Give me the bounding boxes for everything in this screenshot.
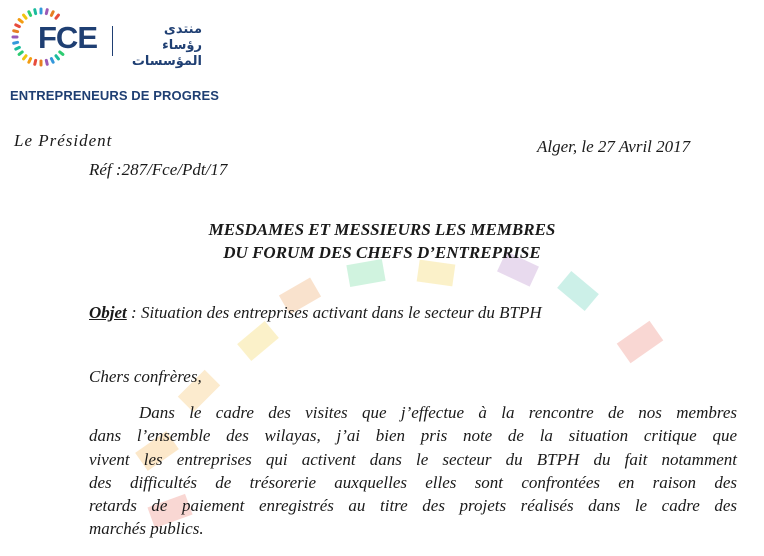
body-line: dans l’ensemble des wilayas, j’ai bien pris note de la situation critique que bbox=[89, 426, 737, 446]
logo-ring-dash bbox=[16, 47, 20, 49]
sender-title: Le Président bbox=[14, 131, 113, 150]
letter-body bbox=[89, 401, 737, 541]
watermark-segment bbox=[417, 260, 456, 287]
logo-ring-dash bbox=[14, 42, 18, 43]
body-line: des difficultés de trésorerie auxquelles elles sont confrontées en raison des bbox=[89, 472, 737, 492]
logo-ring-dash bbox=[35, 60, 36, 64]
arabic-line-1: منتدى رؤساء bbox=[162, 22, 202, 53]
salutation: Chers confrères, bbox=[89, 367, 202, 386]
logo-ring-dash bbox=[46, 60, 47, 64]
subject-line bbox=[89, 303, 542, 323]
logo-ring-dash bbox=[56, 56, 58, 59]
logo-separator bbox=[112, 26, 113, 56]
letter-date: Alger, le 27 Avril 2017 bbox=[537, 137, 691, 156]
arabic-line-2: المؤسسات bbox=[131, 54, 202, 69]
tagline: ENTREPRENEURS DE PROGRES bbox=[10, 88, 219, 103]
fce-logo-text: FCE bbox=[38, 20, 97, 55]
letter-reference: Réf :287/Fce/Pdt/17 bbox=[89, 160, 228, 179]
arabic-logo-text bbox=[122, 22, 202, 70]
logo-ring-dash bbox=[19, 52, 22, 54]
logo-ring-dash bbox=[29, 59, 31, 63]
body-line: Dans le cadre des visites que j’effectue à la rencontre de nos membres bbox=[139, 403, 737, 422]
logo-ring-dash bbox=[24, 56, 26, 59]
body-line: marchés publics. bbox=[89, 519, 204, 539]
logo-ring-dash bbox=[51, 59, 53, 63]
logo-ring-dash bbox=[29, 12, 31, 16]
watermark-segment bbox=[346, 259, 385, 287]
watermark-segment bbox=[557, 271, 599, 311]
logo-ring-dash bbox=[16, 25, 20, 27]
watermark-segment bbox=[237, 321, 279, 361]
subject-label: Objet bbox=[89, 303, 127, 322]
logo-ring-dash bbox=[56, 15, 58, 18]
logo-ring-dash bbox=[46, 10, 47, 14]
body-line: vivent les entreprises qui activent dans le secteur du BTPH du fait notamment bbox=[89, 449, 737, 469]
logo-ring-dash bbox=[24, 15, 26, 18]
logo-ring-dash bbox=[35, 10, 36, 14]
logo-ring-dash bbox=[14, 31, 18, 32]
watermark-segment bbox=[617, 321, 664, 364]
subject-text: : Situation des entreprises activant dans le secteur du BTPH bbox=[126, 303, 542, 322]
body-line: retards de paiement enregistrés au titre des projets réalisés dans le cadre des bbox=[89, 496, 737, 516]
recipient-heading-line-1: MESDAMES ET MESSIEURS LES MEMBRES bbox=[208, 220, 556, 239]
recipient-heading-line-2: DU FORUM DES CHEFS D’ENTREPRISE bbox=[223, 243, 541, 262]
logo-ring-dash bbox=[19, 20, 22, 22]
logo-ring-dash bbox=[51, 12, 53, 16]
